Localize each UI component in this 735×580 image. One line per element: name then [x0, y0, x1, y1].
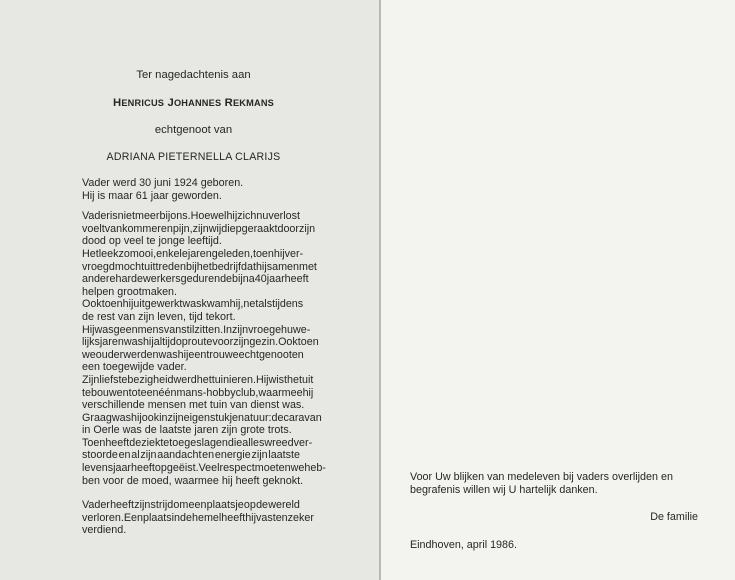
- word: een toegewijde vader.: [82, 361, 187, 374]
- word: gezin.: [249, 336, 279, 349]
- word: in Oerle was de laatste jaren zijn grote trots.: [82, 424, 292, 437]
- word: Hoewel: [190, 210, 227, 223]
- word: het: [287, 373, 302, 386]
- word: Vader: [82, 210, 110, 223]
- text-line: [82, 499, 300, 512]
- text-line: [82, 260, 317, 274]
- text-line: [82, 386, 314, 400]
- word: heeft: [284, 273, 309, 286]
- word: een: [188, 348, 207, 361]
- word: Hij: [82, 323, 95, 336]
- word: caravan: [283, 411, 322, 424]
- word: hij: [245, 511, 256, 524]
- word: hij: [302, 386, 314, 399]
- text-line: [82, 474, 304, 488]
- word: wereld: [268, 499, 300, 512]
- word: in: [171, 511, 181, 524]
- word: kwam: [201, 298, 230, 311]
- word: hij: [122, 298, 134, 311]
- word: hij: [255, 260, 267, 273]
- text-line: [82, 462, 326, 475]
- word: hemel: [192, 511, 222, 524]
- name-rest: ENRICUS: [121, 98, 165, 108]
- word: zijn: [299, 222, 316, 235]
- word: op: [175, 336, 188, 349]
- word: helpen grootmaken.: [82, 285, 178, 298]
- word: bij: [159, 210, 171, 223]
- word: nu: [256, 210, 269, 223]
- word: leek: [98, 247, 119, 260]
- word: In: [223, 323, 233, 336]
- word: plaats: [142, 511, 172, 524]
- word: bij: [186, 260, 197, 273]
- word: Ook: [82, 298, 102, 311]
- word: we: [82, 348, 96, 361]
- word: Hij: [255, 373, 269, 386]
- spouse-of-line: echtgenoot van: [154, 124, 233, 136]
- text-line: [82, 511, 314, 525]
- word: energie: [214, 449, 251, 462]
- word: ver-: [293, 436, 313, 449]
- word: enkele: [156, 247, 188, 260]
- text-line: [82, 323, 311, 337]
- name-initial: J: [167, 97, 174, 109]
- word: vroege: [248, 323, 282, 336]
- text-line: [82, 361, 300, 374]
- word: mens: [137, 323, 164, 336]
- word: uit: [301, 373, 314, 386]
- word: Vader: [82, 499, 110, 512]
- word: tijdens: [272, 298, 304, 311]
- word: was: [123, 336, 143, 349]
- word: dat: [241, 260, 256, 273]
- word: strijd: [150, 499, 174, 512]
- text-line: [82, 273, 309, 286]
- word: de: [180, 511, 192, 524]
- word: zijn: [192, 222, 209, 235]
- word: geen: [113, 323, 138, 336]
- word: alles: [242, 436, 265, 449]
- place-date: Eindhoven, april 1986.: [410, 539, 517, 551]
- word: diep: [221, 222, 242, 235]
- word: ons.: [170, 210, 191, 223]
- word: bijna: [232, 273, 255, 286]
- word: hij: [273, 247, 285, 260]
- word: jaren: [187, 247, 212, 260]
- word: en: [275, 511, 288, 524]
- word: lijksjaren: [82, 336, 124, 349]
- text-line: Vader werd 30 juni 1924 geboren.: [82, 177, 244, 189]
- word: werden: [123, 348, 159, 361]
- word: ook: [141, 411, 160, 424]
- word: moeten: [254, 462, 291, 475]
- word: is: [109, 210, 118, 223]
- word: aandacht: [157, 449, 202, 462]
- word: heeft: [221, 511, 246, 524]
- word: door: [277, 222, 299, 235]
- birth-info: [82, 177, 300, 202]
- word: heeft: [131, 462, 155, 475]
- word: het: [196, 373, 212, 386]
- name-initial: R: [224, 97, 233, 109]
- word: ver-: [284, 247, 304, 260]
- word: was: [111, 411, 132, 424]
- word: laatste: [268, 449, 300, 462]
- word: werd: [173, 373, 197, 386]
- word: ben voor de moed, waarmee hij heeft geknokt.: [82, 474, 304, 487]
- word: Ook: [278, 336, 298, 349]
- name-rest: OHANNES: [173, 98, 222, 108]
- word: te: [82, 386, 91, 399]
- word: op: [243, 499, 256, 512]
- word: Toen: [82, 436, 106, 449]
- word: Het: [82, 247, 99, 260]
- word: geleden,: [211, 247, 253, 260]
- word: om: [173, 499, 189, 512]
- word: en: [291, 348, 304, 361]
- word: levensjaar: [82, 462, 131, 475]
- word: Veel: [198, 462, 220, 475]
- text-line: [82, 436, 313, 450]
- word: eigen: [183, 411, 210, 424]
- spouse-name: ADRIANA PIETERNELLA CLARIJS: [106, 151, 281, 163]
- word: opgeëist.: [154, 462, 199, 475]
- word: al: [131, 449, 140, 462]
- word: zijn: [251, 449, 268, 462]
- word: niet: [117, 210, 135, 223]
- word: een: [188, 499, 207, 512]
- word: de: [129, 436, 142, 449]
- word: zijn: [140, 449, 157, 462]
- word: voelt: [82, 222, 105, 235]
- word: huwe-: [281, 323, 311, 336]
- word: zich: [237, 210, 257, 223]
- word: Graag: [82, 411, 112, 424]
- text-paragraph: [82, 499, 314, 537]
- word: route: [187, 336, 213, 349]
- word: uittreden: [144, 260, 186, 273]
- word: natuur:: [238, 411, 272, 424]
- word: hij: [177, 348, 189, 361]
- word: zo: [118, 247, 130, 260]
- word: Een: [123, 511, 143, 524]
- word: verdiend.: [82, 524, 127, 537]
- word: ziekte: [141, 436, 170, 449]
- word: dood op veel te jonge leeftijd.: [82, 235, 222, 248]
- text-line: [82, 449, 300, 462]
- text-line: [82, 286, 300, 299]
- text-line: Hij is maar 61 jaar geworden.: [82, 189, 222, 202]
- word: liefste: [99, 373, 128, 386]
- word: mocht: [114, 260, 145, 273]
- word: ouder: [95, 348, 124, 361]
- word: een: [140, 386, 159, 399]
- in-memory-line: Ter nagedachtenis aan: [136, 69, 251, 81]
- word: tuinieren.: [211, 373, 256, 386]
- obituary-text: [82, 177, 326, 545]
- word: de: [271, 411, 284, 424]
- text-paragraph: [82, 210, 326, 487]
- word: werkers: [142, 273, 181, 286]
- word: die: [227, 436, 243, 449]
- signature: De familie: [650, 511, 698, 523]
- word: verschillende mensen met tuin van dienst was.: [82, 399, 305, 412]
- word: harde: [115, 273, 143, 286]
- word: jaar: [266, 273, 285, 286]
- word: zijn: [134, 499, 151, 512]
- thanks-line: Voor Uw blijken van medeleven bij vaders overlijden en: [410, 471, 673, 483]
- word: als: [258, 298, 273, 311]
- word: zeker: [287, 511, 314, 524]
- word: de rest van zijn leven, tijd tekort.: [82, 310, 236, 323]
- text-line: [82, 411, 322, 425]
- word: mooi,: [129, 247, 157, 260]
- word: plaatsje: [206, 499, 244, 512]
- word: met: [299, 260, 317, 273]
- word: zijn: [232, 323, 249, 336]
- word: de: [256, 499, 269, 512]
- word: zijn: [233, 336, 250, 349]
- word: van: [163, 323, 182, 336]
- text-line: [82, 298, 304, 311]
- word: pijn,: [172, 222, 193, 235]
- text-line: [82, 235, 300, 248]
- text-line: [82, 247, 304, 261]
- word: uitgewerkt: [133, 298, 183, 311]
- word: Zijn: [82, 373, 100, 386]
- word: gedurende: [180, 273, 233, 286]
- word: meer: [135, 210, 160, 223]
- word: toen: [252, 247, 274, 260]
- word: het: [196, 260, 212, 273]
- word: vroegd: [82, 260, 115, 273]
- word: wreed: [264, 436, 294, 449]
- word: en: [160, 222, 173, 235]
- word: respect: [219, 462, 255, 475]
- word: was: [158, 348, 178, 361]
- text-line: [82, 399, 305, 412]
- word: andere: [82, 273, 116, 286]
- text-line: [82, 424, 300, 437]
- word: in: [159, 411, 168, 424]
- word: heb-: [304, 462, 326, 475]
- word: toen: [101, 298, 123, 311]
- word: hij: [131, 411, 142, 424]
- word: verloren.: [82, 511, 124, 524]
- card-fold: [379, 0, 381, 580]
- word: vast: [255, 511, 276, 524]
- word: stukje: [209, 411, 239, 424]
- text-line: [82, 311, 300, 324]
- text-line: [82, 336, 319, 349]
- text-line: [82, 348, 304, 362]
- name-initial: H: [113, 97, 122, 109]
- word: toegeslagen: [169, 436, 228, 449]
- text-line: [82, 210, 300, 223]
- word: hij: [226, 210, 238, 223]
- word: toen: [297, 336, 319, 349]
- word: en: [202, 449, 215, 462]
- word: hij,: [229, 298, 244, 311]
- word: waarmee: [258, 386, 303, 399]
- word: wist: [268, 373, 288, 386]
- word: verlost: [268, 210, 300, 223]
- word: voor: [212, 336, 234, 349]
- word: was: [182, 298, 202, 311]
- word: van: [104, 222, 123, 235]
- word: zijn: [167, 411, 184, 424]
- thanks-line: begrafenis willen wij U hartelijk danken.: [410, 484, 598, 496]
- text-line: [82, 222, 316, 236]
- word: stilzitten.: [181, 323, 224, 336]
- word: was: [94, 323, 114, 336]
- word: echtgenoot: [238, 348, 292, 361]
- word: bedrijf: [211, 260, 241, 273]
- word: wij: [208, 222, 222, 235]
- word: bouwen: [90, 386, 129, 399]
- word: heeft: [105, 436, 130, 449]
- word: 40: [254, 273, 267, 286]
- deceased-name: [96, 97, 291, 109]
- thanks-block: [410, 471, 698, 497]
- word: kommer: [122, 222, 161, 235]
- text-line: [82, 524, 300, 537]
- word: tot: [128, 386, 141, 399]
- word: stoorde: [82, 449, 118, 462]
- word: altijd: [153, 336, 176, 349]
- word: en: [118, 449, 131, 462]
- word: hij: [142, 336, 154, 349]
- word: éénmans-hobbyclub,: [158, 386, 259, 399]
- word: geraakt: [241, 222, 278, 235]
- word: net: [243, 298, 259, 311]
- word: we: [290, 462, 305, 475]
- word: heeft: [110, 499, 134, 512]
- word: trouwe: [206, 348, 239, 361]
- word: samen: [266, 260, 299, 273]
- word: bezigheid: [127, 373, 174, 386]
- name-rest: EKMANS: [232, 98, 274, 108]
- text-line: [82, 373, 314, 387]
